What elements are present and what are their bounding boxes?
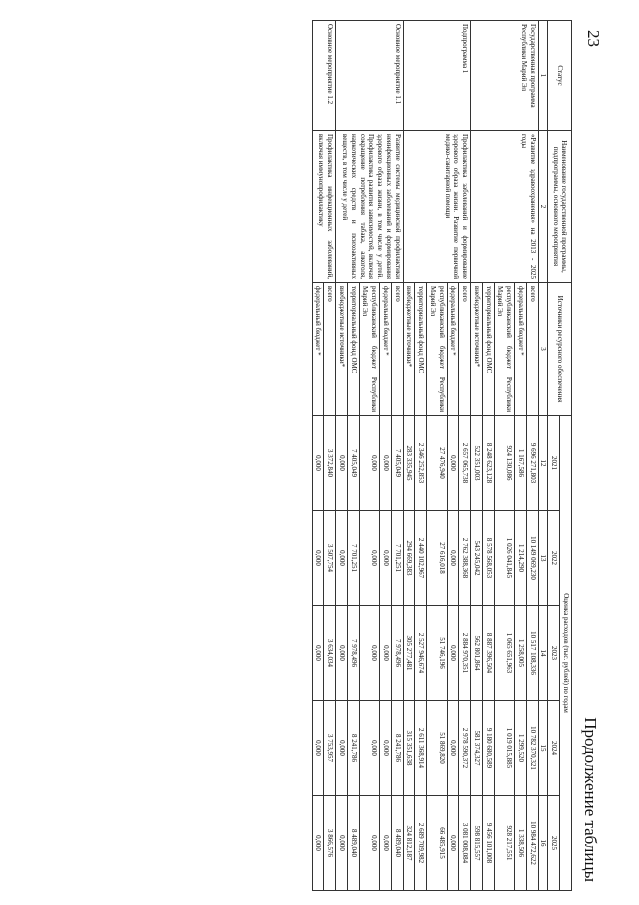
value-cell: 0,000 (380, 701, 392, 796)
column-number: 1 (538, 21, 548, 131)
header-name: Наименование государственной программы, подпрограммы, основного мероприятия (548, 131, 572, 283)
value-cell: 2 611 368,914 (415, 701, 427, 796)
value-cell: 7 405,049 (392, 416, 404, 511)
value-cell: 0,000 (380, 416, 392, 511)
value-cell: 0,000 (380, 796, 392, 891)
value-cell: 1 214,290 (515, 511, 527, 606)
value-cell: 0,000 (447, 701, 459, 796)
value-cell: 0,000 (447, 511, 459, 606)
value-cell: 10 782 370,321 (527, 701, 539, 796)
value-cell: 0,000 (359, 416, 380, 511)
value-cell: 0,000 (336, 796, 348, 891)
value-cell: 0,000 (336, 511, 348, 606)
source-cell: всего (459, 283, 471, 416)
table-row (459, 21, 471, 891)
value-cell: 0,000 (312, 416, 324, 511)
column-number: 15 (538, 701, 548, 796)
source-cell: федеральный бюджет * (447, 283, 459, 416)
value-cell: 2 657 065,738 (459, 416, 471, 511)
program-name-cell: Профилактика инфекционных заболеваний, включая иммунопрофилактику (312, 131, 336, 283)
header-source: Источники ресурсного обеспечения (548, 283, 572, 416)
value-cell: 928 217,551 (494, 796, 515, 891)
status-cell: Основное мероприятие 1.2 (312, 21, 336, 131)
value-cell: 8 241,786 (348, 701, 360, 796)
value-cell: 581 374,327 (471, 701, 483, 796)
value-cell: 0,000 (447, 606, 459, 701)
value-cell: 924 130,086 (494, 416, 515, 511)
value-cell: 7 701,251 (392, 511, 404, 606)
value-cell: 283 335,945 (403, 416, 415, 511)
value-cell: 8 578 568,053 (483, 511, 495, 606)
value-cell: 1 065 651,963 (494, 606, 515, 701)
value-cell: 51 746,196 (427, 606, 448, 701)
header-year: 2025 (548, 796, 560, 891)
program-name-cell: «Развитие здравоохранения» на 2013 - 2025 годы (471, 131, 539, 283)
value-cell: 0,000 (359, 796, 380, 891)
column-number: 14 (538, 606, 548, 701)
source-cell: территориальный фонд ОМС (415, 283, 427, 416)
value-cell: 0,000 (359, 701, 380, 796)
value-cell: 1 299,520 (515, 701, 527, 796)
column-number: 16 (538, 796, 548, 891)
value-cell: 66 485,915 (427, 796, 448, 891)
value-cell: 3 866,576 (324, 796, 336, 891)
header-year: 2023 (548, 606, 560, 701)
header-year: 2024 (548, 701, 560, 796)
source-cell: всего (392, 283, 404, 416)
value-cell: 10 149 069,230 (527, 511, 539, 606)
value-cell: 7 405,049 (348, 416, 360, 511)
value-cell: 0,000 (336, 701, 348, 796)
value-cell: 324 812,187 (403, 796, 415, 891)
header-estimate: Оценка расходов (тыс. рублей) по годам (560, 416, 572, 891)
value-cell: 522 351,003 (471, 416, 483, 511)
value-cell: 8 887 396,504 (483, 606, 495, 701)
table-row (392, 21, 404, 891)
value-cell: 2 689 709,982 (415, 796, 427, 891)
source-cell: внебюджетные источники* (336, 283, 348, 416)
value-cell: 1 258,005 (515, 606, 527, 701)
source-cell: федеральный бюджет * (380, 283, 392, 416)
value-cell: 2 440 102,967 (415, 511, 427, 606)
value-cell: 0,000 (447, 796, 459, 891)
value-cell: 8 489,040 (348, 796, 360, 891)
value-cell: 8 241,786 (392, 701, 404, 796)
value-cell: 562 801,864 (471, 606, 483, 701)
value-cell: 9 180 680,589 (483, 701, 495, 796)
value-cell: 3 081 008,084 (459, 796, 471, 891)
column-number: 12 (538, 416, 548, 511)
source-cell: внебюджетные источники* (403, 283, 415, 416)
value-cell: 27 616,018 (427, 511, 448, 606)
value-cell: 8 489,040 (392, 796, 404, 891)
column-number: 13 (538, 511, 548, 606)
header-year: 2021 (548, 416, 560, 511)
value-cell: 7 978,496 (348, 606, 360, 701)
source-cell: территориальный фонд ОМС (483, 283, 495, 416)
status-cell: Основное мероприятие 1.1 (336, 21, 404, 131)
value-cell: 294 669,383 (403, 511, 415, 606)
value-cell: 51 869,820 (427, 701, 448, 796)
header-status: Статус (548, 21, 572, 131)
value-cell: 305 277,481 (403, 606, 415, 701)
value-cell: 3 753,957 (324, 701, 336, 796)
value-cell: 3 372,840 (324, 416, 336, 511)
table-row (324, 21, 336, 891)
value-cell: 0,000 (312, 606, 324, 701)
source-cell: территориальный фонд ОМС (348, 283, 360, 416)
source-cell: республиканский бюджет Республики Марий Эл (427, 283, 448, 416)
value-cell: 0,000 (336, 416, 348, 511)
value-cell: 8 248 623,128 (483, 416, 495, 511)
rotated-table-sheet (312, 20, 600, 890)
table-row (527, 21, 539, 891)
value-cell: 3 634,034 (324, 606, 336, 701)
table-caption: Продолжение таблицы (581, 717, 600, 882)
value-cell: 0,000 (336, 606, 348, 701)
value-cell: 7 701,251 (348, 511, 360, 606)
page-number: 23 (584, 30, 603, 47)
value-cell: 0,000 (359, 606, 380, 701)
source-cell: федеральный бюджет * (515, 283, 527, 416)
source-cell: федеральный бюджет * (312, 283, 324, 416)
value-cell: 10 984 472,622 (527, 796, 539, 891)
source-cell: всего (527, 283, 539, 416)
value-cell: 1 026 041,845 (494, 511, 515, 606)
value-cell: 10 517 108,336 (527, 606, 539, 701)
value-cell: 315 351,638 (403, 701, 415, 796)
value-cell: 2 346 252,853 (415, 416, 427, 511)
value-cell: 2 527 946,674 (415, 606, 427, 701)
source-cell: всего (324, 283, 336, 416)
value-cell: 0,000 (312, 701, 324, 796)
value-cell: 1 167,586 (515, 416, 527, 511)
program-name-cell: Профилактика заболеваний и формирование здорового образа жизни. Развитие первичной медико-санитарной помощи (403, 131, 471, 283)
value-cell: 3 507,754 (324, 511, 336, 606)
value-cell: 27 476,940 (427, 416, 448, 511)
status-cell: Подпрограмма 1 (403, 21, 471, 131)
header-year: 2022 (548, 511, 560, 606)
source-cell: внебюджетные источники* (471, 283, 483, 416)
source-cell: республиканский бюджет Республики Марий Эл (359, 283, 380, 416)
value-cell: 1 019 015,885 (494, 701, 515, 796)
budget-table (312, 20, 572, 891)
column-number: 2 (538, 131, 548, 283)
column-number: 3 (538, 283, 548, 416)
source-cell: республиканский бюджет Республики Марий Эл (494, 283, 515, 416)
value-cell: 0,000 (312, 796, 324, 891)
value-cell: 0,000 (359, 511, 380, 606)
value-cell: 0,000 (380, 606, 392, 701)
value-cell: 598 815,557 (471, 796, 483, 891)
value-cell: 2 978 590,372 (459, 701, 471, 796)
value-cell: 2 762 388,368 (459, 511, 471, 606)
value-cell: 0,000 (380, 511, 392, 606)
value-cell: 1 338,506 (515, 796, 527, 891)
value-cell: 9 456 101,008 (483, 796, 495, 891)
value-cell: 9 696 271,803 (527, 416, 539, 511)
value-cell: 0,000 (447, 416, 459, 511)
value-cell: 7 978,496 (392, 606, 404, 701)
program-name-cell: Развитие системы медицинской профилактики неинфекционных заболеваний и формирования здорового образа жизни, в том числе у детей. Профилактика развития зависимостей, включая сокращение потребления табака, алкоголя, наркотических средств и психоактивных веществ, в том числе у детей (336, 131, 404, 283)
status-cell: Государственная программа Республики Марий Эл (471, 21, 539, 131)
value-cell: 0,000 (312, 511, 324, 606)
value-cell: 2 884 970,351 (459, 606, 471, 701)
value-cell: 543 245,042 (471, 511, 483, 606)
